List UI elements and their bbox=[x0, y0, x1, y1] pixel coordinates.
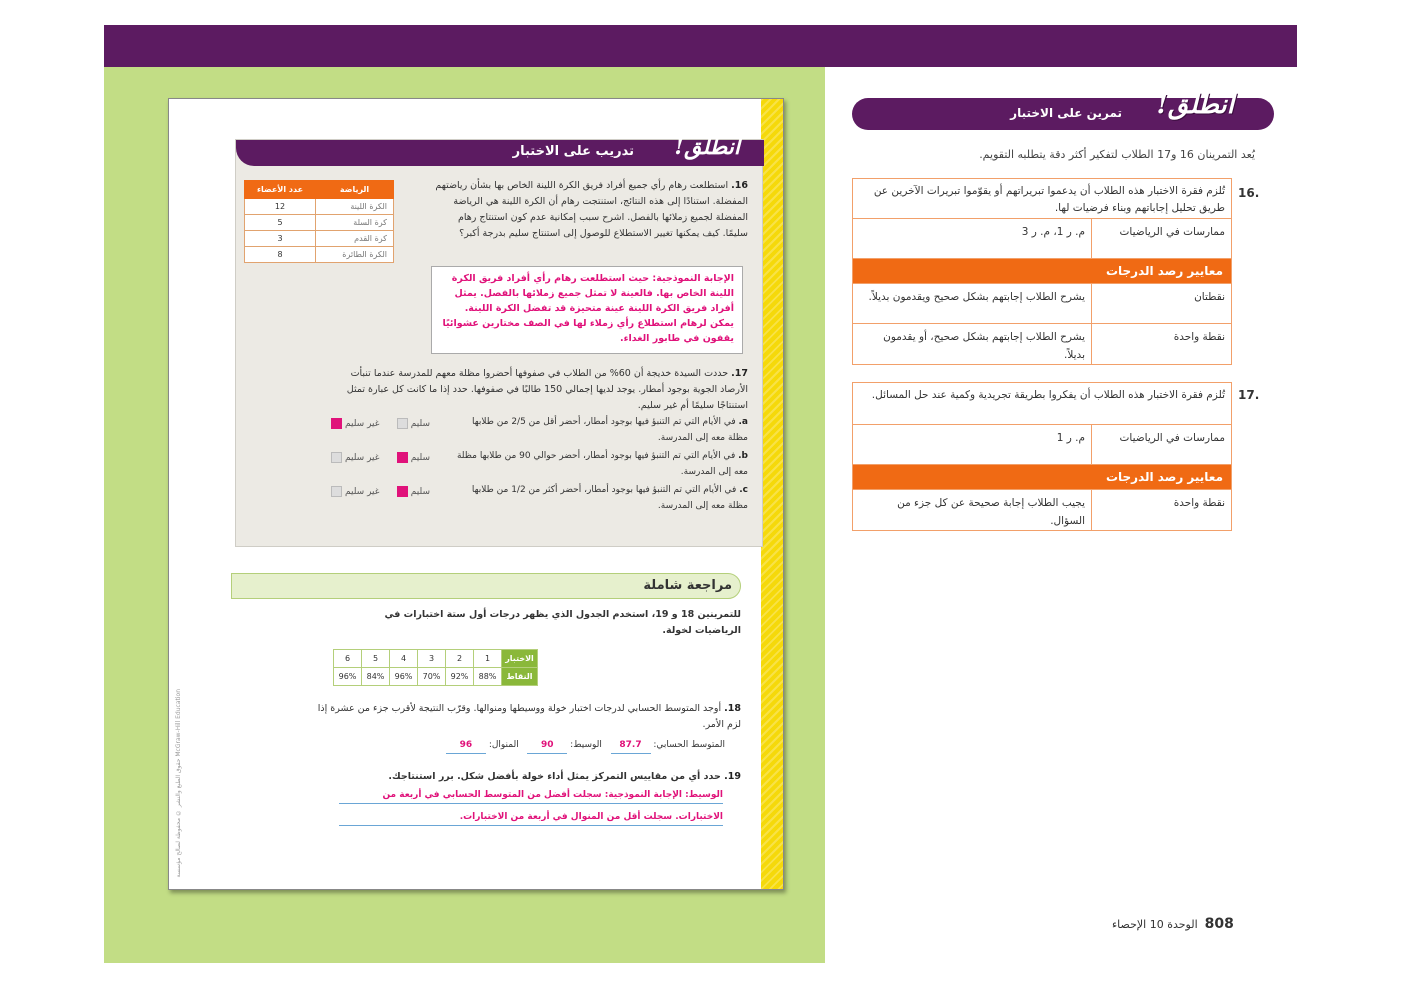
table-header: عدد الأعضاء bbox=[245, 181, 316, 199]
item-number: 16. bbox=[1238, 186, 1260, 200]
choice-a[interactable]: سليم غير سليم bbox=[328, 418, 430, 429]
copyright-credit: حقوق الطبع والنشر © محفوظة لصالح مؤسسة McGraw-Hill Education bbox=[175, 689, 182, 878]
table-row: الكرة اللينة 12 bbox=[245, 199, 394, 215]
practice-title: تدريب على الاختبار bbox=[512, 144, 634, 159]
teacher-header bbox=[852, 90, 1274, 130]
median-answer: 90 bbox=[527, 737, 567, 754]
part-a: a. في الأيام التي تم التنبؤ فيها بوجود أمطار، أحضر أقل من 2/5 من طلابها مظلة معه إلى المدرسة. bbox=[471, 417, 748, 443]
rubric-header: معايير رصد الدرجات bbox=[853, 465, 1231, 490]
teacher-title: تمرين على الاختبار bbox=[1010, 106, 1122, 120]
unit-label: الوحدة 10 الإحصاء bbox=[1112, 918, 1198, 931]
tests-table bbox=[333, 649, 538, 686]
go-logo: انطلق! bbox=[1156, 90, 1234, 120]
teacher-item-17 bbox=[852, 382, 1232, 531]
rubric-row: نقطة واحدة يجيب الطلاب إجابة صحيحة عن كل جزء من السؤال. bbox=[853, 490, 1231, 530]
part-c: c. في الأيام التي تم التنبؤ فيها بوجود أمطار، أحضر أكثر من 1/2 من طلابها مظلة معه إلى المدرسة. bbox=[471, 485, 748, 511]
mean-answer: 87.7 bbox=[611, 737, 651, 754]
go-logo: انطلق! bbox=[674, 134, 740, 160]
answer-19-line1: الوسيط: الإجابة النموذجية: سجلت أفضل من المتوسط الحسابي في أربعة من bbox=[339, 787, 723, 804]
question-17: 17. حددت السيدة خديجة أن 60% من الطلاب في صفوفها أحضروا مظلة معهم للمدرسة عندما تنبأت الأرصاد الجوية بوجود أمطار. يوجد لديها إجمالي 150 طالبًا في صفوفها. حدد إذا ما كانت كل عبارة تمثل استنتاجًا سليمًا أم غير سليم. bbox=[346, 368, 748, 411]
q18-answers: المتوسط الحسابي: 87.7 الوسيط: 90 المنوال: 96 bbox=[399, 737, 725, 754]
page-edge-strip bbox=[761, 99, 783, 889]
table-row: 6 5 4 3 2 1 الاختبار bbox=[334, 650, 538, 668]
item-number: 17. bbox=[1238, 388, 1260, 402]
rubric-row: نقطة واحدة يشرح الطلاب إجابتهم بشكل صحيح، أو يقدمون بديلاً. bbox=[853, 324, 1231, 364]
choice-c[interactable]: سليم غير سليم bbox=[328, 486, 430, 497]
table-row: كرة السلة 5 bbox=[245, 215, 394, 231]
practice-row: ممارسات في الرياضيات م. ر 1، م. ر 3 bbox=[853, 219, 1231, 259]
answer-19-line2: الاختبارات. سجلت أقل من المنوال في أربعة من الاختبارات. bbox=[339, 809, 723, 826]
test-practice-section bbox=[235, 134, 763, 547]
student-page bbox=[168, 98, 784, 890]
page-number: 808 bbox=[1204, 916, 1234, 932]
teacher-item-16 bbox=[852, 178, 1232, 365]
top-banner bbox=[104, 25, 1297, 67]
review-header bbox=[231, 573, 741, 599]
item-description: تُلزم فقرة الاختبار هذه الطلاب أن يدعموا تبريراتهم أو يقوّموا تبريرات الآخرين عن طريق تحليل إجاباتهم وبناء فرضيات لها. bbox=[853, 179, 1231, 219]
rubric-header: معايير رصد الدرجات bbox=[853, 259, 1231, 284]
page-footer bbox=[1112, 916, 1234, 932]
question-19: 19. حدد أي من مقاييس التمركز يمثل أداء خولة بأفضل شكل. برر استنتاجك. bbox=[388, 771, 741, 782]
part-b: b. في الأيام التي تم التنبؤ فيها بوجود أمطار، أحضر حوالي 90 من طلابها مظلة معه إلى المدرسة. bbox=[456, 451, 748, 477]
rubric-row: نقطتان يشرح الطلاب إجابتهم بشكل صحيح ويقدمون بديلاً. bbox=[853, 284, 1231, 324]
table-header: الرياضة bbox=[316, 181, 394, 199]
item-description: تُلزم فقرة الاختبار هذه الطلاب أن يفكروا بطريقة تجريدية وكمية عند حل المسائل. bbox=[853, 383, 1231, 425]
table-row: 96% 84% 96% 70% 92% 88% النقاط bbox=[334, 668, 538, 686]
table-row: الكرة الطائرة 8 bbox=[245, 247, 394, 263]
question-18: 18. أوجد المتوسط الحسابي لدرجات اختبار خولة ووسيطها ومنوالها. وقرّب النتيجة لأقرب جزء من عشرة إذا لزم الأمر. bbox=[317, 703, 741, 730]
answer-16: الإجابة النموذجية: حيث استطلعت رهام رأي أفراد فريق الكرة اللينة الخاص بها. فالعينة لا تمثل جميع زملائها بالفصل. يمثل أفراد فريق الكرة اللينة عينة متحيزة قد تفضل الكرة اللينة. يمكن لرهام استطلاع رأي زملاء لها في الصف مختارين عشوائيًا يقفون في طابور الغداء. bbox=[431, 266, 743, 354]
review-intro: للتمرينين 18 و 19، استخدم الجدول الذي يظهر درجات أول ستة اختبارات في الرياضيات لخولة. bbox=[384, 609, 741, 636]
practice-row: ممارسات في الرياضيات م. ر 1 bbox=[853, 425, 1231, 465]
practice-header bbox=[236, 134, 764, 166]
mode-answer: 96 bbox=[446, 737, 486, 754]
choice-b[interactable]: سليم غير سليم bbox=[328, 452, 430, 463]
table-row: كرة القدم 3 bbox=[245, 231, 394, 247]
teacher-intro: يُعد التمرينان 16 و17 الطلاب لتفكير أكثر دقة يتطلبه التقويم. bbox=[979, 148, 1255, 161]
review-title: مراجعة شاملة bbox=[643, 578, 732, 593]
question-16: 16. استطلعت رهام رأي جميع أفراد فريق الكرة اللينة الخاص بها بشأن رياضتهم المفضلة. استنادًا إلى هذه النتائج، استنتجت رهام أن الكرة اللينة هي الرياضة المفضلة لجميع زملائها بالفصل. اشرح سبب إمكانية عدم كون استنتاج رهام سليمًا. كيف يمكنها تغيير الاستطلاع للوصول إلى استنتاج سليم بدرجة أكبر؟ bbox=[435, 180, 748, 239]
sports-table bbox=[244, 180, 394, 263]
